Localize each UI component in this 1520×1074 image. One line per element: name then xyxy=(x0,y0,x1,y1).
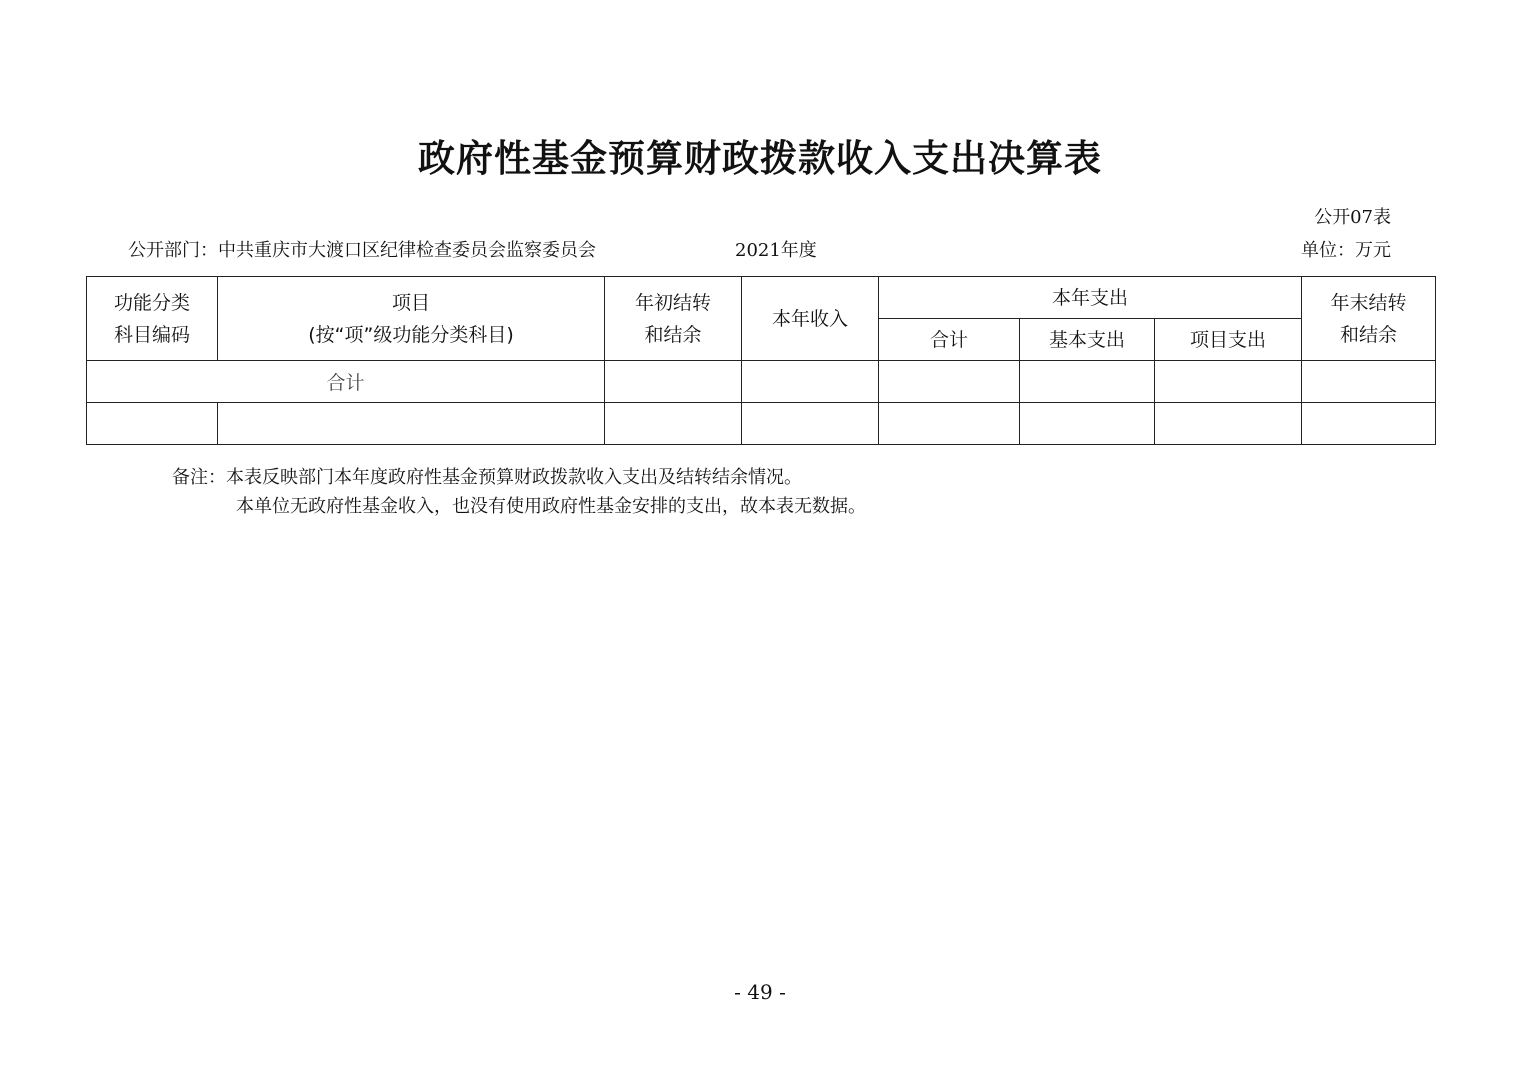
header-text: 科目编码 xyxy=(113,323,190,346)
header-text: 年末结转 xyxy=(1330,291,1407,314)
table-cell xyxy=(605,361,742,403)
table-row-total xyxy=(87,361,1436,403)
header-text: 年初结转 xyxy=(634,291,711,314)
header-text: (按“项”级功能分类科目) xyxy=(308,323,514,346)
fiscal-year: 2021年度 xyxy=(735,240,817,261)
note-line-1: 备注：本表反映部门本年度政府性基金预算财政拨款收入支出及结转结余情况。 xyxy=(172,467,802,488)
total-label: 合计 xyxy=(87,361,605,403)
header-current-expense: 本年支出 xyxy=(879,277,1302,319)
table-cell xyxy=(1155,361,1302,403)
note-line-2: 本单位无政府性基金收入，也没有使用政府性基金安排的支出，故本表无数据。 xyxy=(236,496,866,517)
header-ending-balance xyxy=(1302,277,1436,361)
table-cell xyxy=(879,403,1020,445)
header-current-income: 本年收入 xyxy=(742,277,879,361)
header-text: 功能分类 xyxy=(113,291,190,314)
notes xyxy=(172,463,866,521)
header-beginning-balance xyxy=(605,277,742,361)
header-expense-project: 项目支出 xyxy=(1155,319,1302,361)
header-expense-total: 合计 xyxy=(879,319,1020,361)
department-label: 公开部门：中共重庆市大渡口区纪律检查委员会监察委员会 xyxy=(128,240,596,261)
page-title: 政府性基金预算财政拨款收入支出决算表 xyxy=(418,137,1102,180)
header-function-code xyxy=(87,277,218,361)
table-cell xyxy=(742,361,879,403)
unit-label: 单位：万元 xyxy=(1301,240,1391,261)
table-cell xyxy=(87,403,218,445)
header-text: 和结余 xyxy=(1339,323,1397,346)
header-expense-basic: 基本支出 xyxy=(1020,319,1155,361)
table-cell xyxy=(1155,403,1302,445)
table-cell xyxy=(605,403,742,445)
page-number: - 49 - xyxy=(734,980,786,1004)
table-cell xyxy=(1302,403,1436,445)
budget-table xyxy=(86,276,1436,445)
header-item xyxy=(218,277,605,361)
table-number: 公开07表 xyxy=(1314,207,1391,228)
table-cell xyxy=(879,361,1020,403)
table-cell xyxy=(1020,361,1155,403)
header-text: 和结余 xyxy=(644,323,702,346)
table-row-empty xyxy=(87,403,1436,445)
header-text: 项目 xyxy=(391,291,430,314)
table-cell xyxy=(1020,403,1155,445)
table-cell xyxy=(1302,361,1436,403)
table-cell xyxy=(742,403,879,445)
table-cell xyxy=(218,403,605,445)
